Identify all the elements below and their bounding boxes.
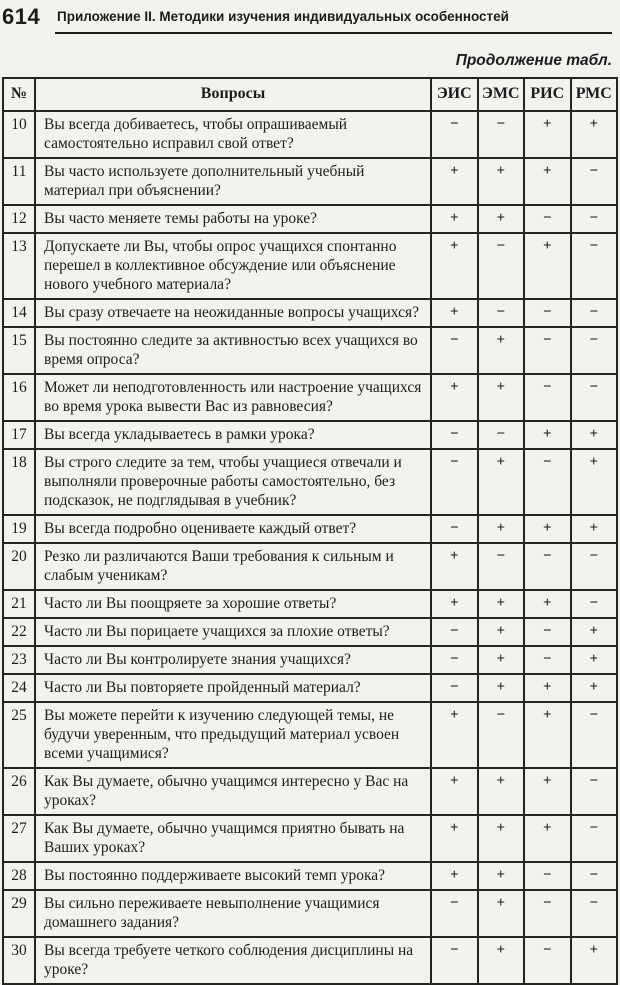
table-row: [3, 590, 617, 618]
mark-рис: −: [524, 205, 571, 233]
table-row: [3, 374, 617, 421]
row-number: 30: [3, 937, 35, 984]
mark-рис: −: [524, 862, 571, 890]
row-number: 28: [3, 862, 35, 890]
mark-эис: +: [431, 862, 478, 890]
mark-рис: +: [524, 515, 571, 543]
mark-рис: +: [524, 421, 571, 449]
header-rms: РМС: [571, 78, 618, 111]
table-row: [3, 674, 617, 702]
mark-рмс: −: [571, 233, 618, 299]
row-number: 26: [3, 768, 35, 815]
survey-table: [2, 77, 618, 985]
mark-рмс: −: [571, 768, 618, 815]
row-number: 22: [3, 618, 35, 646]
mark-эис: −: [431, 515, 478, 543]
mark-рмс: +: [571, 618, 618, 646]
mark-эмс: +: [478, 590, 525, 618]
mark-рмс: −: [571, 205, 618, 233]
row-number: 15: [3, 327, 35, 374]
page-header: [0, 0, 620, 34]
header-eis: ЭИС: [431, 78, 478, 111]
row-number: 11: [3, 158, 35, 205]
table-row: [3, 768, 617, 815]
mark-рмс: +: [571, 111, 618, 158]
mark-эис: +: [431, 815, 478, 862]
mark-рис: +: [524, 674, 571, 702]
table-row: [3, 815, 617, 862]
mark-эмс: +: [478, 768, 525, 815]
table-row: [3, 299, 617, 327]
table-row: [3, 515, 617, 543]
mark-эис: +: [431, 205, 478, 233]
mark-эмс: −: [478, 299, 525, 327]
table-row: [3, 421, 617, 449]
mark-эмс: +: [478, 449, 525, 515]
mark-рмс: −: [571, 702, 618, 768]
mark-эис: +: [431, 374, 478, 421]
mark-эмс: +: [478, 815, 525, 862]
mark-эмс: −: [478, 543, 525, 590]
header-row: [3, 78, 617, 111]
mark-эис: −: [431, 327, 478, 374]
mark-эмс: +: [478, 937, 525, 984]
question-text: Вы постоянно следите за активностью всех учащихся во время опроса?: [35, 327, 431, 374]
mark-эис: +: [431, 158, 478, 205]
mark-эмс: +: [478, 158, 525, 205]
row-number: 19: [3, 515, 35, 543]
mark-рис: +: [524, 233, 571, 299]
mark-рмс: −: [571, 299, 618, 327]
table-header: [3, 78, 617, 111]
row-number: 27: [3, 815, 35, 862]
row-number: 17: [3, 421, 35, 449]
row-number: 23: [3, 646, 35, 674]
table-row: [3, 327, 617, 374]
mark-рис: −: [524, 618, 571, 646]
row-number: 14: [3, 299, 35, 327]
mark-эис: +: [431, 702, 478, 768]
row-number: 13: [3, 233, 35, 299]
mark-эмс: +: [478, 890, 525, 937]
mark-эмс: −: [478, 702, 525, 768]
mark-эис: −: [431, 674, 478, 702]
mark-рмс: −: [571, 374, 618, 421]
question-text: Вы можете перейти к изучению следующей темы, не будучи уверенным, что предыдущий материал усвоен всеми учащимися?: [35, 702, 431, 768]
mark-рмс: +: [571, 937, 618, 984]
mark-рис: −: [524, 449, 571, 515]
mark-рис: −: [524, 890, 571, 937]
mark-эмс: −: [478, 111, 525, 158]
table-row: [3, 862, 617, 890]
row-number: 12: [3, 205, 35, 233]
mark-эмс: +: [478, 205, 525, 233]
mark-эмс: +: [478, 327, 525, 374]
table-row: [3, 646, 617, 674]
mark-эис: +: [431, 233, 478, 299]
mark-рмс: +: [571, 515, 618, 543]
question-text: Вы часто меняете темы работы на уроке?: [35, 205, 431, 233]
mark-рмс: −: [571, 158, 618, 205]
mark-эис: −: [431, 111, 478, 158]
row-number: 10: [3, 111, 35, 158]
row-number: 25: [3, 702, 35, 768]
mark-рис: +: [524, 158, 571, 205]
question-text: Часто ли Вы порицаете учащихся за плохие ответы?: [35, 618, 431, 646]
table-row: [3, 618, 617, 646]
mark-рмс: +: [571, 646, 618, 674]
question-text: Как Вы думаете, обычно учащимся приятно бывать на Ваших уроках?: [35, 815, 431, 862]
header-number: №: [3, 78, 35, 111]
question-text: Допускаете ли Вы, чтобы опрос учащихся спонтанно перешел в коллективное обсуждение или объяснение нового учебного материала?: [35, 233, 431, 299]
row-number: 18: [3, 449, 35, 515]
mark-эис: −: [431, 449, 478, 515]
table-row: [3, 205, 617, 233]
mark-рис: −: [524, 937, 571, 984]
mark-рис: +: [524, 768, 571, 815]
mark-рис: −: [524, 646, 571, 674]
table-body: [3, 111, 617, 984]
question-text: Как Вы думаете, обычно учащимся интересно у Вас на уроках?: [35, 768, 431, 815]
table-row: [3, 233, 617, 299]
question-text: Может ли неподготовленность или настроение учащихся во время урока вывести Вас из равновесия?: [35, 374, 431, 421]
mark-рмс: +: [571, 449, 618, 515]
table-row: [3, 890, 617, 937]
mark-эис: +: [431, 768, 478, 815]
mark-эмс: +: [478, 862, 525, 890]
mark-рис: −: [524, 374, 571, 421]
question-text: Часто ли Вы поощряете за хорошие ответы?: [35, 590, 431, 618]
mark-эмс: +: [478, 646, 525, 674]
row-number: 29: [3, 890, 35, 937]
question-text: Резко ли различаются Ваши требования к сильным и слабым ученикам?: [35, 543, 431, 590]
question-text: Часто ли Вы повторяете пройденный материал?: [35, 674, 431, 702]
mark-рмс: −: [571, 815, 618, 862]
header-ems: ЭМС: [478, 78, 525, 111]
question-text: Вы всегда требуете четкого соблюдения дисциплины на уроке?: [35, 937, 431, 984]
mark-рмс: −: [571, 890, 618, 937]
question-text: Вы всегда добиваетесь, чтобы опрашиваемый самостоятельно исправил свой ответ?: [35, 111, 431, 158]
question-text: Вы часто используете дополнительный учебный материал при объяснении?: [35, 158, 431, 205]
mark-рмс: −: [571, 590, 618, 618]
mark-рмс: +: [571, 674, 618, 702]
mark-рис: −: [524, 299, 571, 327]
row-number: 24: [3, 674, 35, 702]
table-row: [3, 543, 617, 590]
mark-рис: −: [524, 543, 571, 590]
mark-эис: −: [431, 618, 478, 646]
table-row: [3, 111, 617, 158]
row-number: 16: [3, 374, 35, 421]
running-head: Приложение II. Методики изучения индивидуальных особенностей: [55, 5, 612, 34]
mark-рмс: −: [571, 327, 618, 374]
mark-эис: −: [431, 646, 478, 674]
table-row: [3, 449, 617, 515]
mark-эис: −: [431, 421, 478, 449]
mark-рмс: −: [571, 862, 618, 890]
mark-эис: +: [431, 590, 478, 618]
mark-рис: +: [524, 702, 571, 768]
mark-эмс: −: [478, 233, 525, 299]
table-row: [3, 702, 617, 768]
mark-рмс: −: [571, 543, 618, 590]
row-number: 20: [3, 543, 35, 590]
mark-рис: +: [524, 111, 571, 158]
mark-эмс: +: [478, 674, 525, 702]
mark-эис: −: [431, 890, 478, 937]
mark-эмс: −: [478, 421, 525, 449]
table-continuation-note: Продолжение табл.: [455, 52, 612, 69]
question-text: Вы всегда подробно оцениваете каждый ответ?: [35, 515, 431, 543]
mark-рис: +: [524, 590, 571, 618]
mark-рис: −: [524, 327, 571, 374]
question-text: Вы постоянно поддерживаете высокий темп урока?: [35, 862, 431, 890]
question-text: Вы сильно переживаете невыполнение учащимися домашнего задания?: [35, 890, 431, 937]
mark-эис: −: [431, 937, 478, 984]
question-text: Вы сразу отвечаете на неожиданные вопросы учащихся?: [35, 299, 431, 327]
question-text: Часто ли Вы контролируете знания учащихся?: [35, 646, 431, 674]
mark-эмс: +: [478, 618, 525, 646]
row-number: 21: [3, 590, 35, 618]
mark-эис: +: [431, 299, 478, 327]
mark-рмс: +: [571, 421, 618, 449]
table-row: [3, 158, 617, 205]
mark-эмс: +: [478, 374, 525, 421]
question-text: Вы всегда укладываетесь в рамки урока?: [35, 421, 431, 449]
page-number: 614: [2, 4, 41, 29]
mark-рис: +: [524, 815, 571, 862]
mark-эмс: +: [478, 515, 525, 543]
header-questions: Вопросы: [35, 78, 431, 111]
mark-эис: +: [431, 543, 478, 590]
header-ris: РИС: [524, 78, 571, 111]
question-text: Вы строго следите за тем, чтобы учащиеся отвечали и выполняли проверочные работы самостоятельно, без подсказок, не подглядывая в учебник?: [35, 449, 431, 515]
